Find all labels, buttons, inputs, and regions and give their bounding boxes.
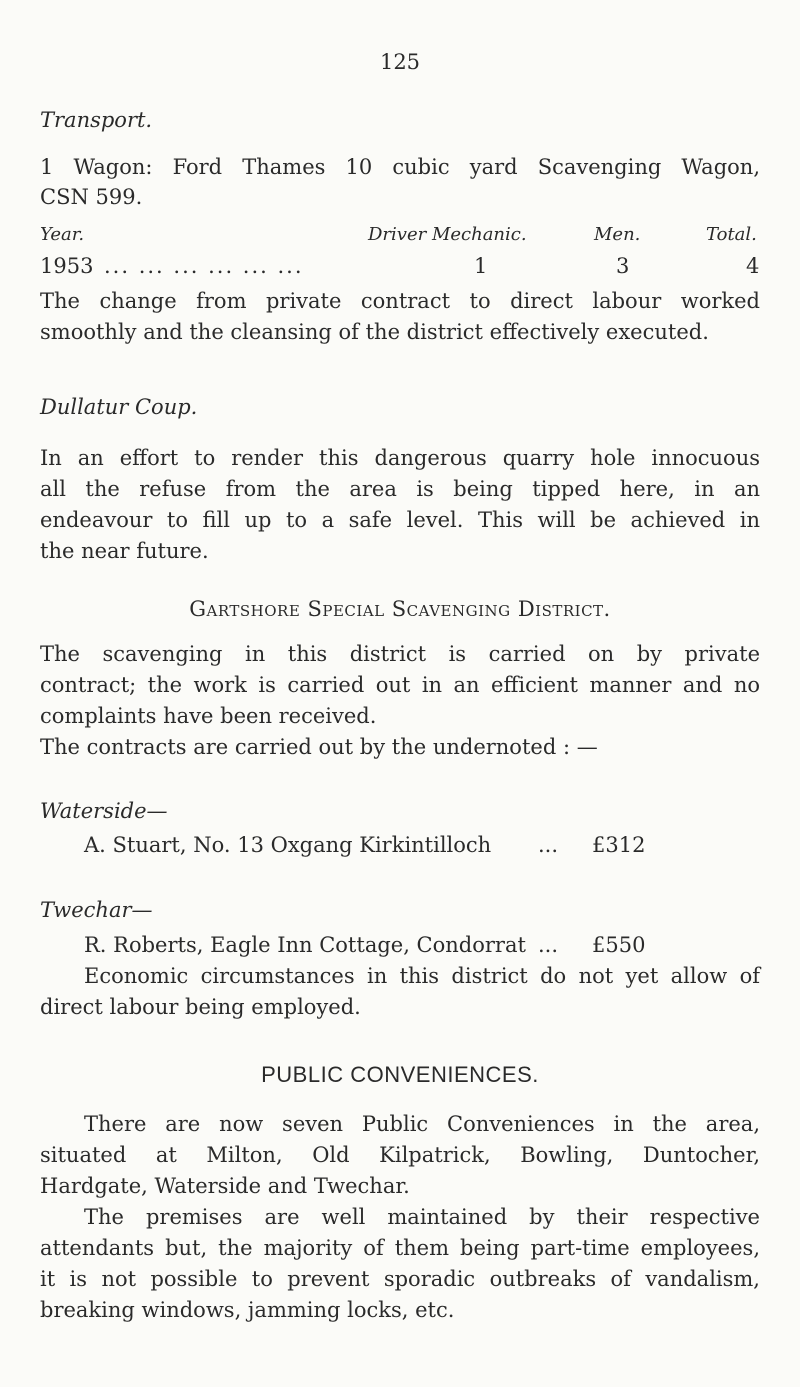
table-header-men: Men. (594, 224, 641, 245)
gartshore-para3-line-2: direct labour being employed. (40, 995, 361, 1019)
waterside-entry: A. Stuart, No. 13 Oxgang Kirkintilloch (84, 833, 492, 857)
pc-para1-line-2: situated at Milton, Old Kilpatrick, Bowling, Duntocher, (40, 1143, 760, 1167)
transport-heading: Transport. (40, 108, 153, 132)
table-header-driver: Driver Mechanic. (368, 224, 527, 245)
dullatur-heading: Dullatur Coup. (40, 395, 198, 419)
waterside-label: Waterside— (40, 799, 168, 823)
transport-line-2: CSN 599. (40, 185, 143, 209)
table-row-men: 3 (616, 254, 630, 278)
transport-line-1: 1 Wagon: Ford Thames 10 cubic yard Scavenging Wagon, (40, 155, 760, 179)
pc-para2-line-2: attendants but, the majority of them being part-time employees, (40, 1236, 760, 1260)
twechar-amount: £550 (592, 933, 646, 957)
public-conveniences-heading: PUBLIC CONVENIENCES. (261, 1062, 539, 1087)
waterside-dots: ... (538, 833, 559, 857)
dullatur-para-line-1: In an effort to render this dangerous quarry hole innocuous (40, 446, 760, 470)
dullatur-para-line-3: endeavour to fill up to a safe level. This will be achieved in (40, 508, 760, 532)
waterside-amount: £312 (592, 833, 646, 857)
table-header-total: Total. (706, 224, 757, 245)
gartshore-heading: Gartshore Special Scavenging District. (189, 597, 611, 621)
table-row-dots: ... ... ... ... ... ... (104, 254, 304, 278)
twechar-entry: R. Roberts, Eagle Inn Cottage, Condorrat (84, 933, 526, 957)
gartshore-para3-line-1: Economic circumstances in this district do not yet allow of (84, 964, 760, 988)
gartshore-para-line-1: The scavenging in this district is carried on by private (40, 642, 760, 666)
table-row-total: 4 (746, 254, 760, 278)
transport-para-line-1: The change from private contract to direct labour worked (40, 289, 760, 313)
gartshore-para2: The contracts are carried out by the undernoted : — (40, 735, 598, 759)
gartshore-para-line-3: complaints have been received. (40, 704, 377, 728)
dullatur-para-line-2: all the refuse from the area is being tipped here, in an (40, 477, 760, 501)
pc-para2-line-1: The premises are well maintained by their respective (84, 1205, 760, 1229)
pc-para1-line-3: Hardgate, Waterside and Twechar. (40, 1174, 410, 1198)
twechar-label: Twechar— (40, 898, 153, 922)
table-row-driver: 1 (474, 254, 488, 278)
pc-para2-line-3: it is not possible to prevent sporadic outbreaks of vandalism, (40, 1267, 760, 1291)
gartshore-para-line-2: contract; the work is carried out in an efficient manner and no (40, 673, 760, 697)
transport-para-line-2: smoothly and the cleansing of the district effectively executed. (40, 320, 709, 344)
dullatur-para-line-4: the near future. (40, 539, 209, 563)
pc-para1-line-1: There are now seven Public Conveniences in the area, (84, 1112, 760, 1136)
table-row-year: 1953 (40, 254, 94, 278)
twechar-dots: ... (538, 933, 559, 957)
table-header-year: Year. (40, 224, 85, 245)
pc-para2-line-4: breaking windows, jamming locks, etc. (40, 1298, 455, 1322)
page-number: 125 (379, 50, 421, 74)
